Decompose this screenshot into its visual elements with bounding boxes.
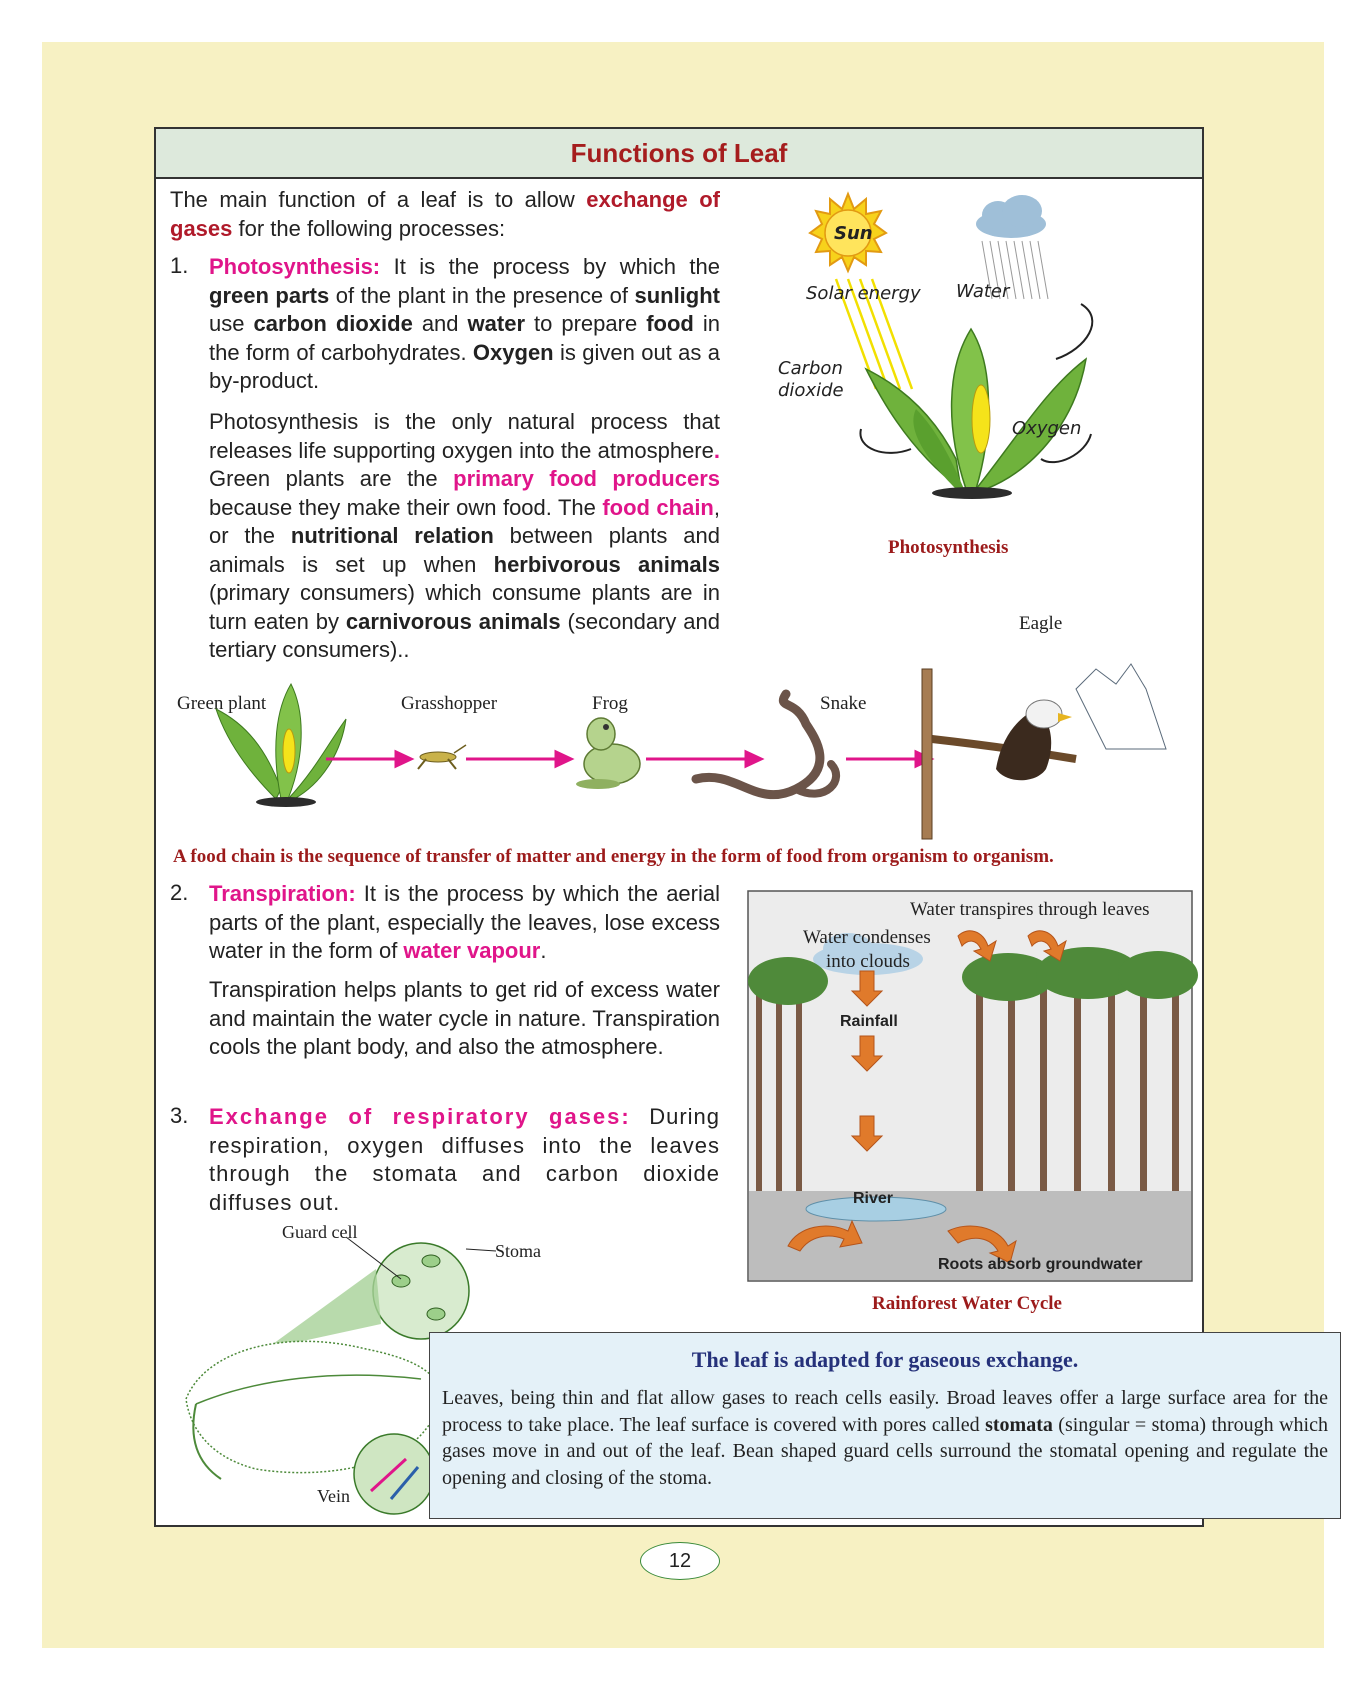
text-run: . <box>540 938 547 963</box>
item1-number: 1. <box>170 253 189 278</box>
text-run: , or the <box>209 494 720 548</box>
text-run: water vapour <box>403 938 541 963</box>
transpires-label: Water transpires through leaves <box>910 899 1150 920</box>
item2-heading: Transpiration: <box>209 881 356 906</box>
text-run: sunlight <box>634 282 720 308</box>
text-run: (primary consumers) which consume plants are in turn eaten by <box>209 580 720 634</box>
text-run: carnivorous animals <box>345 608 561 634</box>
item1-heading: Photosynthesis: <box>209 254 381 279</box>
text-run: (secondary and tertiary consumers).. <box>209 608 720 662</box>
text-run: between plants and animals is set up when <box>209 523 720 577</box>
item2-paragraph1 <box>209 880 720 966</box>
text-run: because they make their own food. The <box>209 494 603 520</box>
rainfall-label: Rainfall <box>840 1013 898 1030</box>
item1-paragraph1 <box>209 253 720 396</box>
river-label: River <box>853 1190 894 1207</box>
photosynthesis-figure <box>778 189 1186 519</box>
roots-label: Roots absorb groundwater <box>938 1256 1143 1273</box>
page-title: Functions of Leaf <box>156 129 1202 179</box>
text-run: food <box>646 311 694 336</box>
text-run: herbivorous animals <box>493 551 720 577</box>
text-run: Leaves, being thin and flat allow gases to reach cells easily. Broad leaves offer a large surface area for the process to take place. The leaf surface is covered with pores called <box>442 1387 1328 1436</box>
text-run: water <box>467 311 526 336</box>
stoma-pointer <box>466 1249 496 1251</box>
item2-paragraph2: Transpiration helps plants to get rid of excess water and maintain the water cycle in nature. Transpiration cools the plant body, and also the atmosphere. <box>209 977 720 1059</box>
text-run: nutritional relation <box>290 523 494 548</box>
guard-cell-label: Guard cell <box>282 1222 358 1242</box>
info-box <box>429 1332 1341 1519</box>
solar-energy-label: Solar energy <box>806 283 921 304</box>
text-run: use <box>209 311 254 336</box>
item1-paragraph2 <box>209 408 720 665</box>
vein-label: Vein <box>317 1486 350 1506</box>
water-cycle-figure <box>748 891 1192 1281</box>
cloud-icon <box>976 195 1046 238</box>
food-chain-caption: A food chain is the sequence of transfer of matter and energy in the form of food from organism to organism. <box>173 846 1054 867</box>
text-run: stomata <box>985 1413 1053 1436</box>
page-number: 12 <box>640 1542 720 1580</box>
content-frame <box>154 127 1328 1527</box>
photosynthesis-caption: Photosynthesis <box>888 537 1009 558</box>
leaf-cells-circle <box>373 1243 469 1339</box>
food-chain-label-plant: Green plant <box>177 693 267 714</box>
condenses-label-1: Water condenses <box>803 927 931 948</box>
green-plant-illustration <box>216 684 346 807</box>
item3-paragraph: Exchange of respiratory gases: During respiration, oxygen diffuses into the leaves through the stomata and carbon dioxide diffuses out. <box>209 1104 721 1215</box>
text-run: It is the process by which the aerial parts of the plant, especially the leaves, lose excess water in the form of <box>209 881 720 963</box>
stoma-label: Stoma <box>495 1241 542 1261</box>
item3-number: 3. <box>170 1103 189 1128</box>
dioxide-label: dioxide <box>778 380 844 401</box>
zoom-cone <box>266 1269 381 1349</box>
snake-illustration <box>696 694 836 795</box>
water-cycle-caption: Rainforest Water Cycle <box>872 1293 1062 1314</box>
food-chain-label-eagle: Eagle <box>1019 613 1063 634</box>
food-chain-label-snake: Snake <box>820 693 867 714</box>
text-run: of the plant in the presence of <box>329 282 635 308</box>
info-box-body <box>442 1385 1328 1491</box>
text-run: green parts <box>209 282 330 308</box>
eagle-illustration <box>922 664 1166 839</box>
oxygen-label: Oxygen <box>1012 418 1082 439</box>
condenses-label-2: into clouds <box>826 951 910 972</box>
text-run: Green plants are the <box>209 466 454 491</box>
text-run: Photosynthesis is the only natural process that releases life supporting oxygen into the atmosphere <box>209 409 720 463</box>
sun-label: Sun <box>834 223 873 244</box>
text-run: . <box>713 437 720 463</box>
water-label: Water <box>956 281 1010 302</box>
grasshopper-illustration <box>418 745 466 769</box>
frog-illustration <box>576 718 640 789</box>
text-run: Oxygen <box>472 339 554 365</box>
item3-heading: Exchange of respiratory gases: <box>209 1104 631 1129</box>
text-run: It is the process by which the <box>380 254 720 279</box>
carbon-label: Carbon <box>778 358 843 379</box>
text-run: carbon dioxide <box>253 311 413 336</box>
intro-paragraph: The main function of a leaf is to allow exchange of gases for the following processes: <box>170 187 720 241</box>
info-box-title: The leaf is adapted for gaseous exchange. <box>691 1347 1079 1372</box>
food-chain-label-grasshopper: Grasshopper <box>401 693 498 714</box>
text-run: primary food producers <box>453 466 720 491</box>
text-run: and <box>412 311 468 336</box>
text-run: to prepare <box>525 311 647 336</box>
intro-highlight: exchange of gases <box>170 187 720 241</box>
item2-number: 2. <box>170 880 189 905</box>
text-run: (singular = stoma) through which gases move in and out of the leaf. Bean shaped guard cells surround the stomatal opening and regulate the opening and closing of the stoma. <box>442 1413 1328 1489</box>
text-run: food chain <box>602 494 714 520</box>
food-chain-label-frog: Frog <box>592 693 628 714</box>
vein-zoom-circle <box>354 1434 434 1514</box>
food-chain-figure <box>156 629 1202 839</box>
text-run: is given out as a by-product. <box>209 339 720 393</box>
text-run: in the form of carbohydrates. <box>209 311 720 365</box>
